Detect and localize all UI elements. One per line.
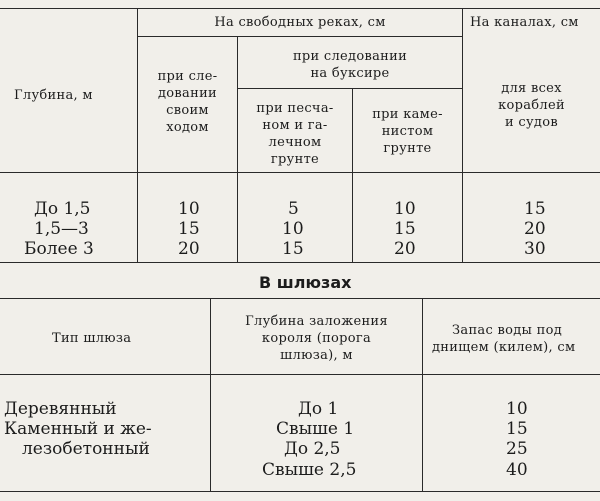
table2-top-rule [0,298,600,299]
table1-subhead-rule [138,36,462,37]
header-keel-reserve: Запас воды под днищем (килем), см [432,323,576,355]
cell-lock-type: лезобетонный [22,439,150,459]
cell-lock-type: Каменный и же- [4,419,152,439]
cell-sand: 15 [282,239,304,259]
cell-sill-depth: До 1 [298,399,339,419]
header-free-rivers: На свободных реках, см [214,15,386,30]
header-all-vessels: для всех кораблей и судов [498,81,565,130]
header-sill-depth: Глубина заложения короля (порога шлюза), м [245,314,388,363]
cell-sand: 5 [288,199,299,219]
header-canals: На каналах, см [470,15,579,30]
header-rocky: при каме- нистом грунте [372,107,443,156]
cell-keel-reserve: 25 [506,439,528,459]
table2-header-bottom-rule [0,374,600,375]
header-lock-type: Тип шлюза [52,331,132,346]
cell-own: 15 [178,219,200,239]
header-towing: при следовании на буксире [292,49,408,81]
table1-header-bottom-rule [0,172,600,173]
header-sand-gravel: при песча- ном и га- лечном грунте [256,101,334,167]
header-own-power: при сле- довании своим ходом [157,69,218,135]
cell-keel-reserve: 40 [506,460,528,480]
cell-sill-depth: Свыше 2,5 [262,460,357,480]
cell-depth: Более 3 [24,239,94,259]
cell-rock: 15 [394,219,416,239]
cell-depth: До 1,5 [34,199,91,219]
cell-canal: 30 [524,239,546,259]
cell-keel-reserve: 15 [506,419,528,439]
cell-keel-reserve: 10 [506,399,528,419]
header-depth: Глубина, м [14,88,93,103]
cell-sand: 10 [282,219,304,239]
cell-canal: 15 [524,199,546,219]
cell-own: 20 [178,239,200,259]
cell-sill-depth: До 2,5 [284,439,341,459]
table1-col-divider-4 [462,8,463,262]
cell-depth: 1,5—3 [34,219,89,239]
table1-towing-rule [238,88,462,89]
cell-lock-type: Деревянный [4,399,117,419]
cell-own: 10 [178,199,200,219]
table2-bottom-rule [0,491,600,492]
section-title-locks: В шлюзах [259,273,352,292]
table2-col-divider-2 [422,298,423,491]
table1-top-rule [0,8,600,9]
cell-sill-depth: Свыше 1 [276,419,355,439]
cell-rock: 20 [394,239,416,259]
cell-canal: 20 [524,219,546,239]
table1-bottom-rule [0,262,600,263]
cell-rock: 10 [394,199,416,219]
